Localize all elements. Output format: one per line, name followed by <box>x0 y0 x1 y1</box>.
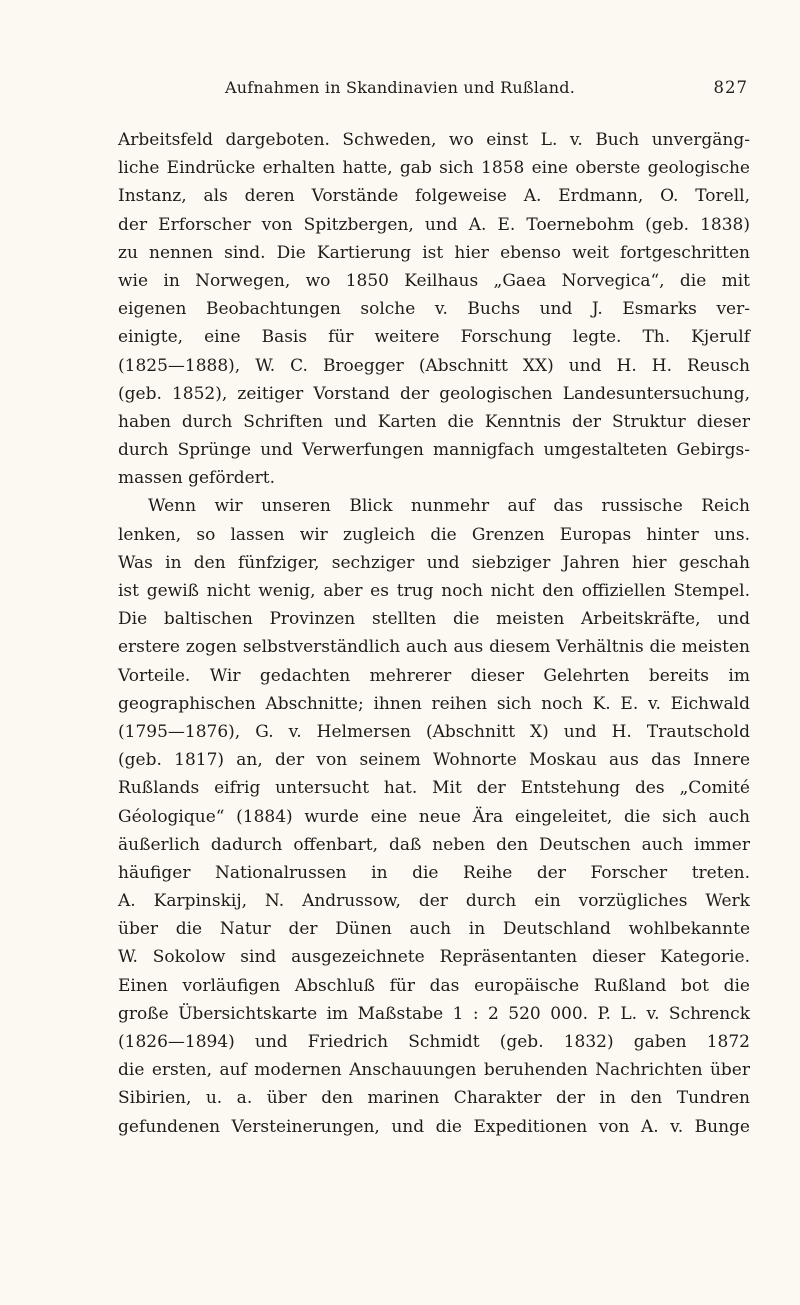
text-line: zu nennen sind. Die Kartierung ist hier ebenso weit fortgeschritten <box>118 242 750 263</box>
text-line: (geb. 1817) an, der von seinem Wohnorte Moskau aus das Innere <box>118 750 750 771</box>
text-line: einigte, eine Basis für weitere Forschung legte. Th. Kjerulf <box>118 327 750 348</box>
text-line: Instanz, als deren Vorstände folgeweise A. Erdmann, O. Torell, <box>118 186 750 207</box>
text-line: häufiger Nationalrussen in die Reihe der Forscher treten. <box>118 862 750 883</box>
text-line: erstere zogen selbstverständlich auch aus diesem Verhältnis die meisten <box>118 637 750 658</box>
text-line: Rußlands eifrig untersucht hat. Mit der Entstehung des „Comité <box>118 778 750 799</box>
text-line: (1825—1888), W. C. Broegger (Abschnitt XX) und H. H. Reusch <box>118 355 750 376</box>
text-line: geographischen Abschnitte; ihnen reihen sich noch K. E. v. Eichwald <box>118 693 750 714</box>
body-text <box>118 126 750 1141</box>
text-line: gefundenen Versteinerungen, und die Expeditionen von A. v. Bunge <box>118 1116 750 1137</box>
text-line: Die baltischen Provinzen stellten die meisten Arbeitskräfte, und <box>118 609 750 630</box>
text-line: Sibirien, u. a. über den marinen Charakter der in den Tundren <box>118 1088 750 1109</box>
text-line: haben durch Schriften und Karten die Kenntnis der Struktur dieser <box>118 411 750 432</box>
text-line: Géologique“ (1884) wurde eine neue Ära eingeleitet, die sich auch <box>118 806 750 827</box>
text-line: Vorteile. Wir gedachten mehrerer dieser Gelehrten bereits im <box>118 665 750 686</box>
text-line: der Erforscher von Spitzbergen, und A. E. Toernebohm (geb. 1838) <box>118 214 750 235</box>
running-head <box>0 78 800 108</box>
text-line: über die Natur der Dünen auch in Deutschland wohlbekannte <box>118 919 750 940</box>
text-line: wie in Norwegen, wo 1850 Keilhaus „Gaea Norvegica“, die mit <box>118 270 750 291</box>
text-line: (geb. 1852), zeitiger Vorstand der geologischen Landesuntersuchung, <box>118 383 750 404</box>
text-line: W. Sokolow sind ausgezeichnete Repräsentanten dieser Kategorie. <box>118 947 750 968</box>
text-line: eigenen Beobachtungen solche v. Buchs und J. Esmarks ver- <box>118 299 750 320</box>
text-line: die ersten, auf modernen Anschauungen beruhenden Nachrichten über <box>118 1060 750 1081</box>
text-line: durch Sprünge und Verwerfungen mannigfach umgestalteten Gebirgs- <box>118 440 750 461</box>
text-line: äußerlich dadurch offenbart, daß neben den Deutschen auch immer <box>118 834 750 855</box>
text-line: Was in den fünfziger, sechziger und siebziger Jahren hier geschah <box>118 552 750 573</box>
text-line: Einen vorläufigen Abschluß für das europäische Rußland bot die <box>118 975 750 996</box>
text-line: A. Karpinskij, N. Andrussow, der durch ein vorzügliches Werk <box>118 891 750 912</box>
page-number: 827 <box>713 78 748 97</box>
text-line: große Übersichtskarte im Maßstabe 1 : 2 520 000. P. L. v. Schrenck <box>118 1003 750 1024</box>
text-line: (1826—1894) und Friedrich Schmidt (geb. 1832) gaben 1872 <box>118 1032 750 1052</box>
text-line: (1795—1876), G. v. Helmersen (Abschnitt X) und H. Trautschold <box>118 721 750 742</box>
text-line-paragraph-end: massen gefördert. <box>118 468 276 489</box>
text-line-paragraph-start: Wenn wir unseren Blick nunmehr auf das russische Reich <box>148 496 750 517</box>
text-line: ist gewiß nicht wenig, aber es trug noch nicht den offiziellen Stempel. <box>118 581 750 601</box>
running-head-title: Aufnahmen in Skandinavien und Rußland. <box>224 78 576 97</box>
text-line: liche Eindrücke erhalten hatte, gab sich 1858 eine oberste geologische <box>118 158 750 179</box>
text-line: lenken, so lassen wir zugleich die Grenzen Europas hinter uns. <box>118 524 750 545</box>
text-line: Arbeitsfeld dargeboten. Schweden, wo einst L. v. Buch unvergäng- <box>118 130 750 150</box>
